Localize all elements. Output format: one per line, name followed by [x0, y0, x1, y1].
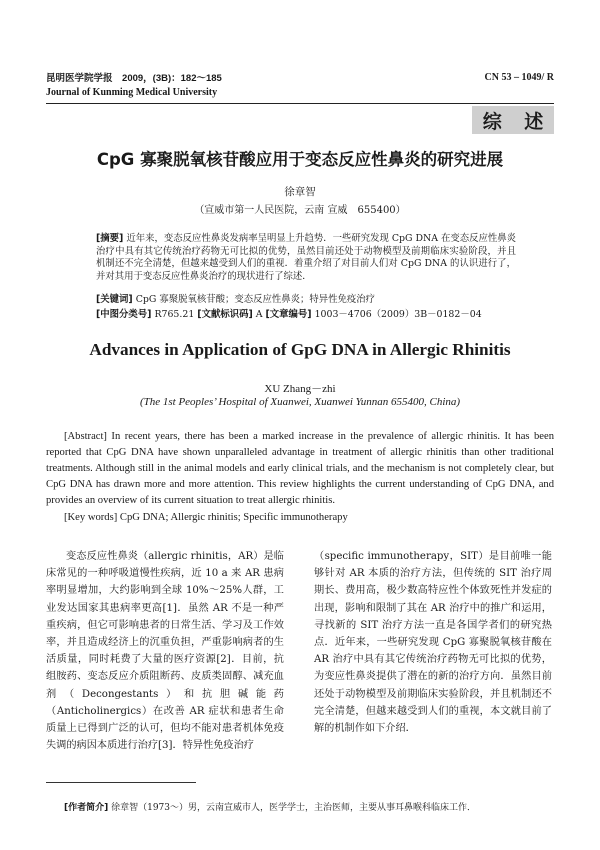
issue-info: 2009，(3B)：182～185 — [122, 73, 222, 84]
chinese-affiliation: （宣威市第一人民医院，云南 宣威 655400） — [194, 205, 406, 216]
cn-number: CN 53 – 1049/ R — [484, 72, 554, 83]
section-label: 综 述 — [472, 106, 554, 134]
body-column-left: 变态反应性鼻炎（allergic rhinitis，AR）是临床常见的一种呼吸道慢性疾病，近 10 a 来 AR 患病率明显增加，大约影响到全球 10%～25%人群，工业发达国家其患病率更高[1]．虽然 AR 不是一种严重疾病，但它可影响患者的日常生活、学习及工作效率，并且造成经济上的沉重负担，严重影响病者的生活质量，同时耗费了大量的医疗资源[2]．目前，抗组胺药、变态反应介质阻断药、皮质类固醇、减充血剂（Decongestants）和抗胆碱能药（Anticholinergics）在改善 AR 症状和患者生命质量上已得到广泛的认可，但均不能对患者机体免疫失调的病因本质进行治疗[3]．特异性免疫治疗 — [46, 551, 284, 752]
footnote-label: [作者简介] — [64, 803, 109, 813]
english-abstract-label: [Abstract] — [64, 431, 107, 442]
classification-value: R765.21 — [154, 309, 195, 320]
header-divider — [46, 103, 554, 104]
journal-name-cn: 昆明医学院学报 — [46, 73, 113, 84]
chinese-classification — [96, 309, 516, 322]
journal-name-en: Journal of Kunming Medical University — [46, 87, 218, 98]
article-number-value: 1003－4706（2009）3B－0182－04 — [314, 309, 482, 320]
english-abstract-text: In recent years, there has been a marked increase in the prevalence of allergic rhinitis. It has been reported that CpG DNA have shown unparalleled advantage in treatment of allergic rhinitis than other traditional treatments. Although still in the animal models and early clinical trials, and the mechanism is not completely clear, but CpG DNA has drawn more and more attention. This review highlights the current understanding of CpG DNA, and provides an overview of its current situation to treat allergic rhinitis. — [46, 431, 554, 506]
english-keywords-text: CpG DNA; Allergic rhinitis; Specific immunotherapy — [119, 512, 348, 523]
english-title: Advances in Application of GpG DNA in Allergic Rhinitis — [89, 340, 511, 359]
document-code-value: A — [255, 309, 263, 320]
chinese-title: CpG 寡聚脱氧核苷酸应用于变态反应性鼻炎的研究进展 — [96, 150, 504, 169]
english-author: XU Zhang－zhi — [264, 383, 336, 395]
article-number-label: [文章编号] — [265, 309, 312, 320]
chinese-abstract-text: 近年来，变态反应性鼻炎发病率呈明显上升趋势．一些研究发现 CpG DNA 在变态反应性鼻炎治疗中具有其它传统治疗药物无可比拟的优势，虽然目前还处于动物模型及前期临床实验阶段，并且机制还不完全清楚，但越来越受到人们的重视．着重介绍了对目前人们对 CpG DNA 的认识进行了，并对其用于变态反应性鼻炎治疗的现状进行了综述． — [96, 233, 516, 282]
english-keywords — [64, 512, 554, 523]
chinese-abstract-label: [摘要] — [96, 233, 124, 244]
chinese-keywords-label: [关键词] — [96, 294, 133, 305]
english-affiliation: (The 1st Peoples’ Hospital of Xuanwei, Xuanwei Yunnan 655400, China) — [139, 396, 461, 408]
english-abstract — [46, 429, 554, 509]
chinese-keywords-text: CpG 寡聚脱氧核苷酸；变态反应性鼻炎；特异性免疫治疗 — [135, 294, 375, 305]
author-footnote — [64, 800, 554, 813]
footnote-divider — [46, 782, 196, 783]
document-code-label: [文献标识码] — [197, 309, 253, 320]
chinese-author: 徐章智 — [284, 186, 316, 198]
journal-header — [46, 72, 222, 100]
classification-label: [中图分类号] — [96, 309, 152, 320]
english-keywords-label: [Key words] — [64, 512, 118, 523]
footnote-text: 徐章智（1973～）男，云南宣威市人，医学学士，主治医师，主要从事耳鼻喉科临床工作． — [111, 803, 477, 813]
body-column-right: （specific immunotherapy，SIT）是目前唯一能够针对 AR 本质的治疗方法，但传统的 SIT 治疗周期长、费用高，极少数高特应性个体致死性并发症的出现，影响和限制了其在 AR 治疗中的推广和运用，寻找新的 SIT 治疗方法一直是各国学者们的研究热点．近年来，一些研究发现 CpG 寡聚脱氧核苷酸在 AR 治疗中具有其它传统治疗药物无可比拟的优势，为变应性鼻炎提供了潜在的新的治疗方向．虽然目前还处于动物模型及前期临床实验阶段，并且机制还不完全清楚，但越来越受到人们的重视，本文就目前了解的机制作如下介绍． — [314, 551, 552, 735]
chinese-keywords — [96, 294, 516, 307]
chinese-abstract — [96, 233, 516, 283]
